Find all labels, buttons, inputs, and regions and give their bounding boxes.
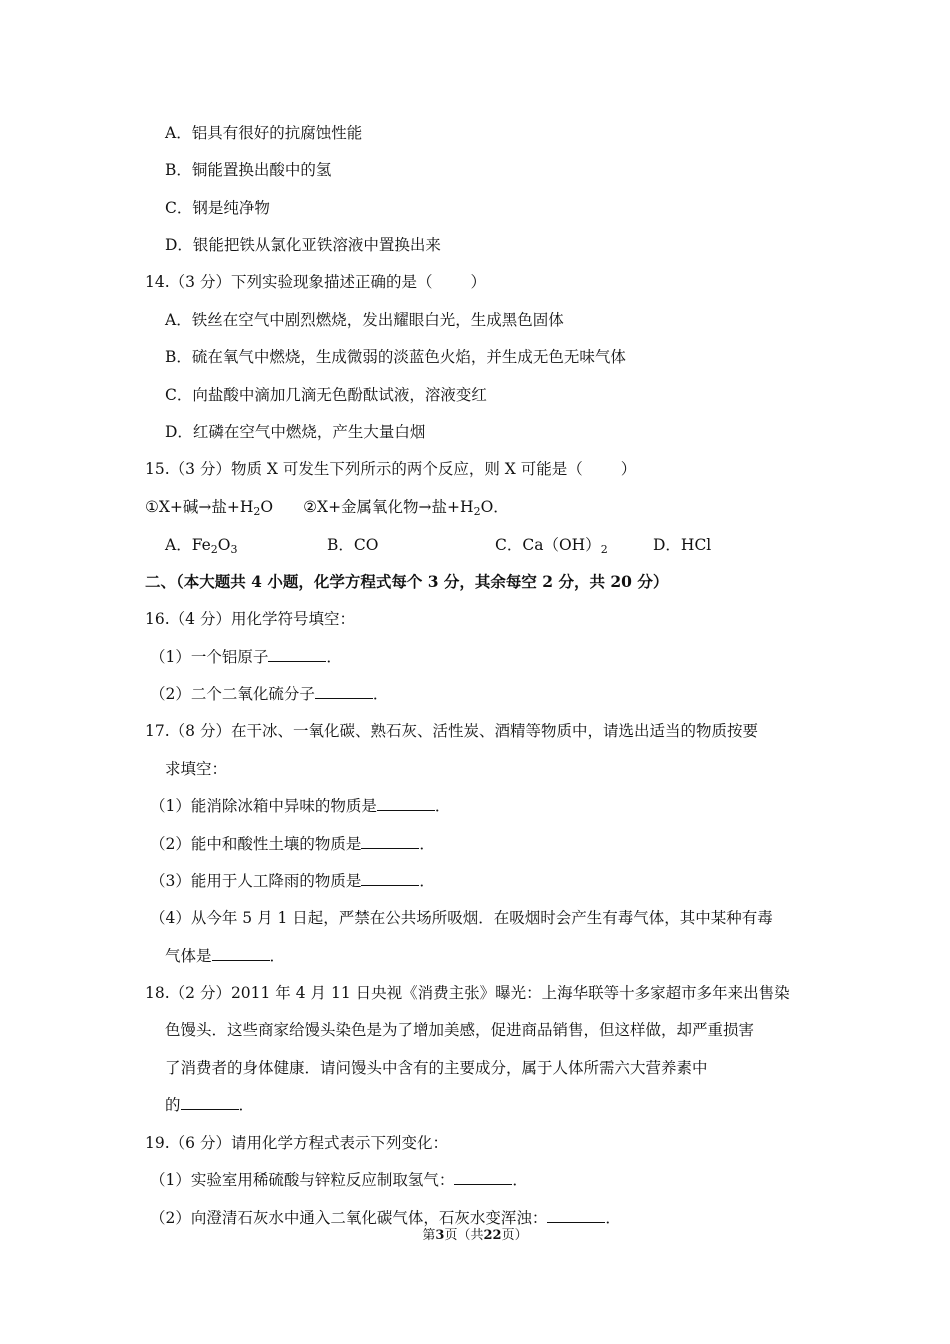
answer-blank — [547, 1208, 605, 1223]
answer-blank — [181, 1095, 239, 1110]
q18-line-4: 的 ． — [165, 1096, 255, 1114]
q17-sub-1: （1）能消除冰箱中异味的物质是 ． — [150, 797, 451, 815]
q17-stem-line-1: 17.（8 分）在干冰、一氧化碳、熟石灰、活性炭、酒精等物质中，请选出适当的物质按要 — [145, 722, 758, 740]
q18-line-2: 色馒头．这些商家给馒头染色是为了增加美感，促进商品销售，但这样做，却严重损害 — [165, 1021, 755, 1039]
answer-blank — [361, 834, 419, 849]
q19-stem: 19.（6 分）请用化学方程式表示下列变化： — [145, 1134, 448, 1152]
q18-line-1: 18.（2 分）2011 年 4 月 11 日央视《消费主张》曝光：上海华联等十多家超市多年来出售染 — [145, 984, 790, 1002]
q14-stem: 14.（3 分）下列实验现象描述正确的是（ ） — [145, 273, 486, 291]
page-total: 22 — [483, 1228, 502, 1243]
q17-stem-line-2: 求填空： — [165, 760, 228, 778]
q15-option-d: D．HCl — [653, 536, 712, 554]
q16-stem: 16.（4 分）用化学符号填空： — [145, 610, 355, 628]
q14-option-b: B．硫在氧气中燃烧，生成微弱的淡蓝色火焰，并生成无色无味气体 — [165, 348, 626, 366]
q17-sub-3: （3）能用于人工降雨的物质是 ． — [150, 872, 435, 890]
q15-option-c: C．$Ca(OH)_2$ — [495, 536, 608, 556]
q13-option-a: A．铝具有很好的抗腐蚀性能 — [165, 124, 363, 142]
q14-option-d: D．红磷在空气中燃烧，产生大量白烟 — [165, 423, 426, 441]
q17-sub-4-line-2: 气体是 ． — [165, 947, 286, 965]
q15-reaction-1: ①X+碱→盐$+H_2O$ — [145, 498, 274, 518]
q13-option-c: C．钢是纯净物 — [165, 199, 270, 217]
q15-reactions — [145, 497, 509, 517]
page-footer: 第3页（共22页） — [422, 1228, 528, 1243]
q14-option-c: C．向盐酸中滴加几滴无色酚酞试液，溶液变红 — [165, 386, 487, 404]
answer-blank — [377, 796, 435, 811]
q15-option-a: A．$Fe_2O_3$ — [165, 536, 238, 556]
answer-blank — [361, 871, 419, 886]
section-2-heading: 二、（本大题共 4 小题，化学方程式每个 3 分，其余每空 2 分，共 20 分） — [145, 572, 669, 591]
answer-blank — [454, 1170, 512, 1185]
q17-sub-4-line-1: （4）从今年 5 月 1 日起，严禁在公共场所吸烟．在吸烟时会产生有毒气体，其中某种有毒 — [150, 909, 773, 927]
page-number: 3 — [435, 1228, 445, 1243]
answer-blank — [268, 647, 326, 662]
q14-option-a: A．铁丝在空气中剧烈燃烧，发出耀眼白光，生成黑色固体 — [165, 311, 564, 329]
q15-option-b: B．CO — [327, 536, 379, 554]
answer-blank — [315, 684, 373, 699]
q13-option-d: D．银能把铁从氯化亚铁溶液中置换出来 — [165, 236, 441, 254]
answer-blank — [212, 946, 270, 961]
q15-reaction-2: ②X+金属氧化物→盐$+H_2O$． — [303, 498, 509, 518]
q16-sub-2: （2）二个二氧化硫分子 ． — [150, 685, 389, 703]
q18-line-3: 了消费者的身体健康．请问馒头中含有的主要成分，属于人体所需六大营养素中 — [165, 1059, 708, 1077]
q16-sub-1: （1）一个铝原子 ． — [150, 648, 342, 666]
q13-option-b: B．铜能置换出酸中的氢 — [165, 161, 332, 179]
q17-sub-2: （2）能中和酸性土壤的物质是 ． — [150, 835, 435, 853]
q19-sub-2: （2）向澄清石灰水中通入二氧化碳气体，石灰水变浑浊： ． — [150, 1209, 621, 1227]
q15-stem: 15.（3 分）物质 X 可发生下列所示的两个反应，则 X 可能是（ ） — [145, 460, 637, 478]
q19-sub-1: （1）实验室用稀硫酸与锌粒反应制取氢气： ． — [150, 1171, 528, 1189]
